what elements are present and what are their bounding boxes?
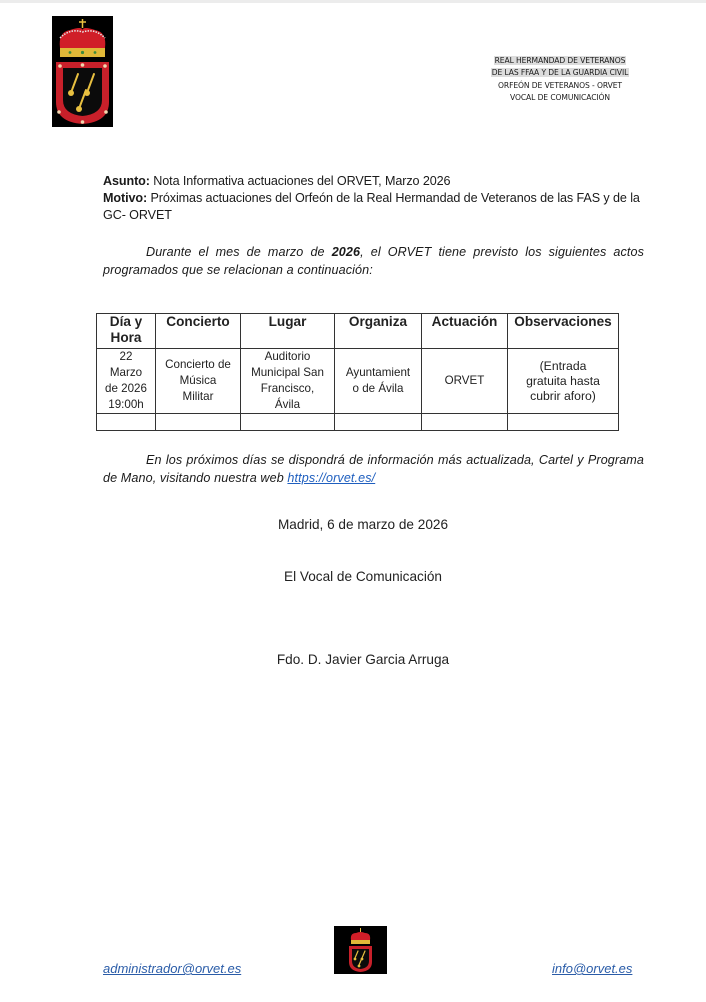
header-actuacion: Actuación <box>422 314 508 349</box>
empty-cell <box>241 414 335 431</box>
organization-header <box>470 55 650 105</box>
header-lugar: Lugar <box>241 314 335 349</box>
intro-paragraph <box>103 243 644 279</box>
cell-line: Auditorio <box>264 350 311 363</box>
empty-cell <box>422 414 508 431</box>
subject-block <box>103 173 648 224</box>
empty-cell <box>97 414 156 431</box>
intro-year: 2026 <box>331 245 361 259</box>
table-row-empty <box>97 414 619 431</box>
cell-line: de 2026 <box>105 382 147 395</box>
org-line-3: ORFEÓN DE VETERANOS - ORVET <box>498 80 622 90</box>
empty-cell <box>156 414 241 431</box>
cell-line: cubrir aforo) <box>530 388 596 403</box>
intro-text-before: Durante el mes de marzo de <box>146 245 332 259</box>
empty-cell <box>335 414 422 431</box>
cell-line: Francisco, <box>260 382 315 395</box>
intro-text-after: , el ORVET tiene previsto los siguientes actos programados que se relacionan a continuación: <box>103 245 644 277</box>
cell-line: gratuita hasta <box>526 373 600 388</box>
coat-of-arms-logo <box>52 16 113 127</box>
place-date: Madrid, 6 de marzo de 2026 <box>277 517 449 532</box>
cell-line: Marzo <box>109 366 143 379</box>
cell-line: Ayuntamient <box>345 366 411 379</box>
footer-coat-of-arms-logo <box>334 926 387 974</box>
website-link[interactable]: https://orvet.es/ <box>287 471 376 485</box>
table-header-row <box>97 314 619 349</box>
header-dia-hora: Día y Hora <box>97 314 156 349</box>
info-paragraph <box>103 451 644 487</box>
top-edge-bar <box>0 0 706 3</box>
header-observaciones: Observaciones <box>508 314 619 349</box>
table-row <box>97 349 619 414</box>
cell-organiza <box>335 349 422 414</box>
motivo-line <box>103 190 648 224</box>
cell-lugar <box>241 349 335 414</box>
info-email-link[interactable]: info@orvet.es <box>552 961 633 976</box>
cell-line: 22 <box>119 350 133 363</box>
signer-role: El Vocal de Comunicación <box>284 569 442 584</box>
cell-line: (Entrada <box>539 358 587 373</box>
cell-line: Ávila <box>274 398 301 411</box>
crest-icon <box>52 16 113 127</box>
asunto-text: Nota Informativa actuaciones del ORVET, Marzo 2026 <box>149 174 451 188</box>
motivo-text: Próximas actuaciones del Orfeón de la Real Hermandad de Veteranos de las FAS y de la GC- ORVET <box>103 191 640 222</box>
cell-actuacion: ORVET <box>422 349 508 414</box>
org-line-1: REAL HERMANDAD DE VETERANOS <box>494 56 626 65</box>
events-table <box>96 313 619 431</box>
cell-concierto <box>156 349 241 414</box>
admin-email-link[interactable]: administrador@orvet.es <box>103 961 242 976</box>
cell-line: 19:00h <box>108 398 144 411</box>
cell-dia-hora <box>97 349 156 414</box>
cell-line: Música <box>179 374 217 387</box>
cell-line: Concierto de <box>165 358 231 371</box>
cell-line: Municipal San <box>251 366 324 379</box>
cell-line: o de Ávila <box>352 382 404 395</box>
asunto-line <box>103 173 648 190</box>
org-line-4: VOCAL DE COMUNICACIÓN <box>509 93 610 103</box>
org-line-2: DE LAS FFAA Y DE LA GUARDIA CIVIL <box>491 68 629 78</box>
header-concierto: Concierto <box>156 314 241 349</box>
cell-line: Militar <box>182 390 214 403</box>
empty-cell <box>508 414 619 431</box>
cell-observaciones <box>508 349 619 414</box>
info-text: En los próximos días se dispondrá de información más actualizada, Cartel y Programa de Mano, visitando nuestra web <box>103 453 644 485</box>
signature-line: Fdo. D. Javier Garcia Arruga <box>276 652 450 667</box>
crest-icon <box>334 926 387 974</box>
header-organiza: Organiza <box>335 314 422 349</box>
motivo-label: Motivo: <box>103 191 148 205</box>
asunto-label: Asunto: <box>103 174 150 188</box>
